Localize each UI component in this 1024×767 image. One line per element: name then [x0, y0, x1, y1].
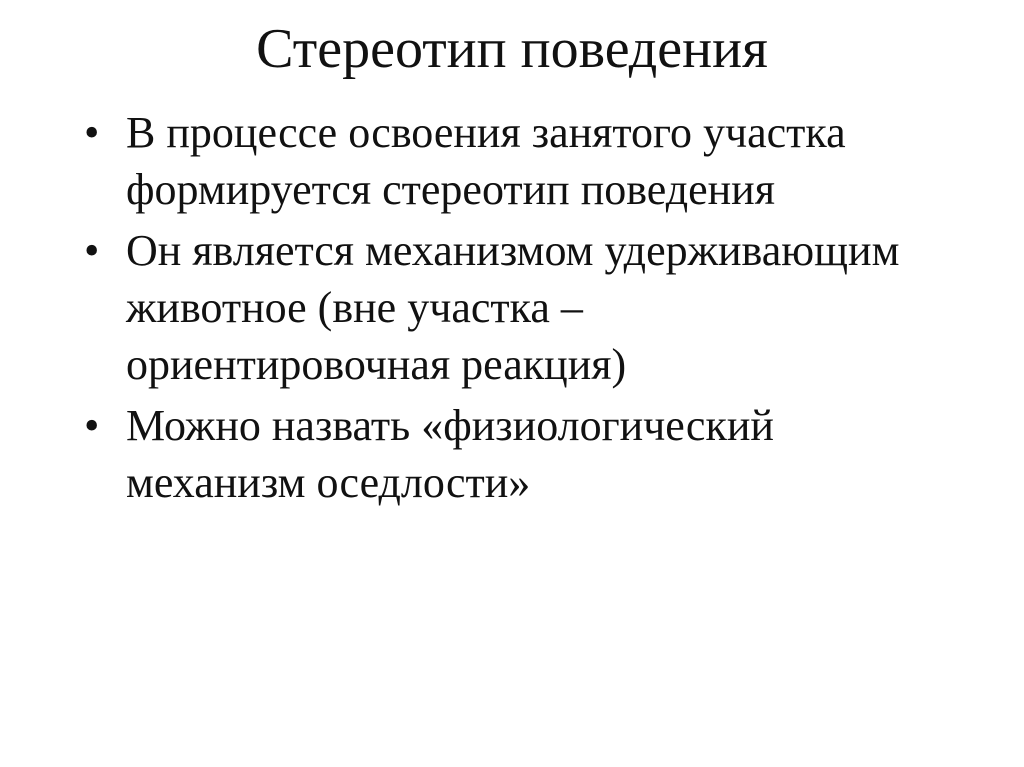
bullet-item-1 [84, 104, 984, 218]
bullet-text [126, 104, 984, 218]
bullet-line: животное (вне участка – [126, 283, 583, 332]
bullet-line: ориентировочная реакция) [126, 340, 627, 389]
bullet-text [126, 222, 984, 393]
bullet-dot: • [84, 226, 100, 275]
bullet-dot: • [84, 108, 100, 157]
bullet-item-2 [84, 222, 984, 393]
bullet-line: механизм оседлости» [126, 458, 531, 507]
slide-title: Стереотип поведения [256, 18, 768, 80]
bullet-text [126, 397, 984, 511]
bullet-line: Он является механизмом удерживающим [126, 226, 900, 275]
bullet-item-3 [84, 397, 984, 511]
bullet-dot: • [84, 401, 100, 450]
bullet-list [84, 104, 984, 515]
bullet-line: В процессе освоения занятого участка [126, 108, 846, 157]
bullet-line: Можно назвать «физиологический [126, 401, 774, 450]
bullet-line: формируется стереотип поведения [126, 165, 775, 214]
